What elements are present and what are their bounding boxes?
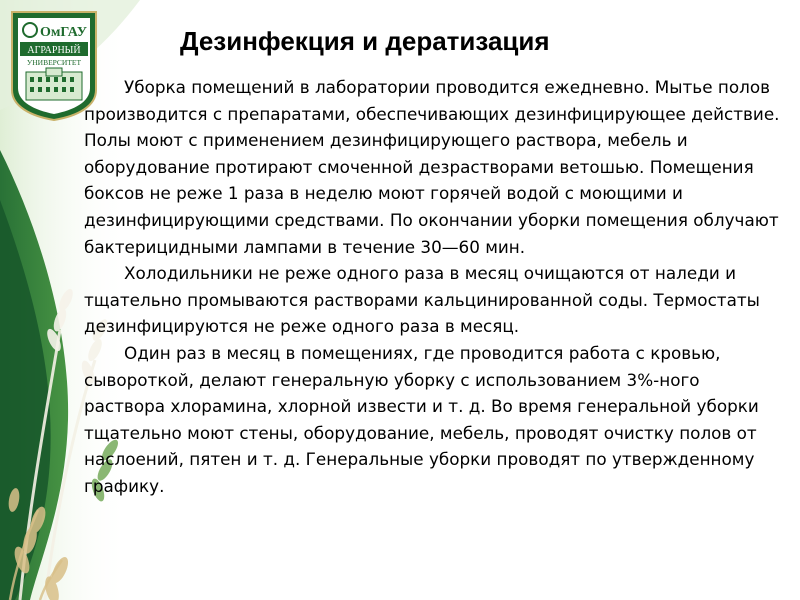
paragraph-cleaning: Уборка помещений в лаборатории проводится ежедневно. Мытье полов производится с препаратами, обеспечивающих дезинфицирующее действие. Полы моют с применением дезинфицирующего раствора, мебель и оборудование протирают смоченной дезрастворами ветошью. Помещения боксов не реже 1 раза в неделю моют горячей водой с моющими и дезинфицирующими средствами. По окончании уборки помещения облучают бактерицидными лампами в течение 30—60 мин. (84, 77, 780, 257)
paragraph-refrigerators: Холодильники не реже одного раза в месяц очищаются от наледи и тщательно промываются растворами кальцинированной соды. Термостаты дезинфицируются не реже одного раза в месяц. (84, 263, 760, 337)
logo-band-text: АГРАРНЫЙ (27, 45, 81, 56)
slide-body (84, 74, 784, 500)
logo-sub-text: УНИВЕРСИТЕТ (26, 58, 82, 67)
slide-title: Дезинфекция и дератизация (180, 26, 550, 56)
logo-top-text: ОмГАУ (40, 25, 87, 40)
building-icon (26, 68, 82, 100)
paragraph-general-cleaning: Один раз в месяц в помещениях, где проводится работа с кровью, сывороткой, делают генеральную уборку с использованием 3%-ного раствора хлорамина, хлорной извести и т. д. Во время генеральной уборки тщательно моют стены, оборудование, мебель, проводят очистку полов от наслоений, пятен и т. д. Генеральные уборки проводят по утвержденному графику. (84, 342, 759, 496)
